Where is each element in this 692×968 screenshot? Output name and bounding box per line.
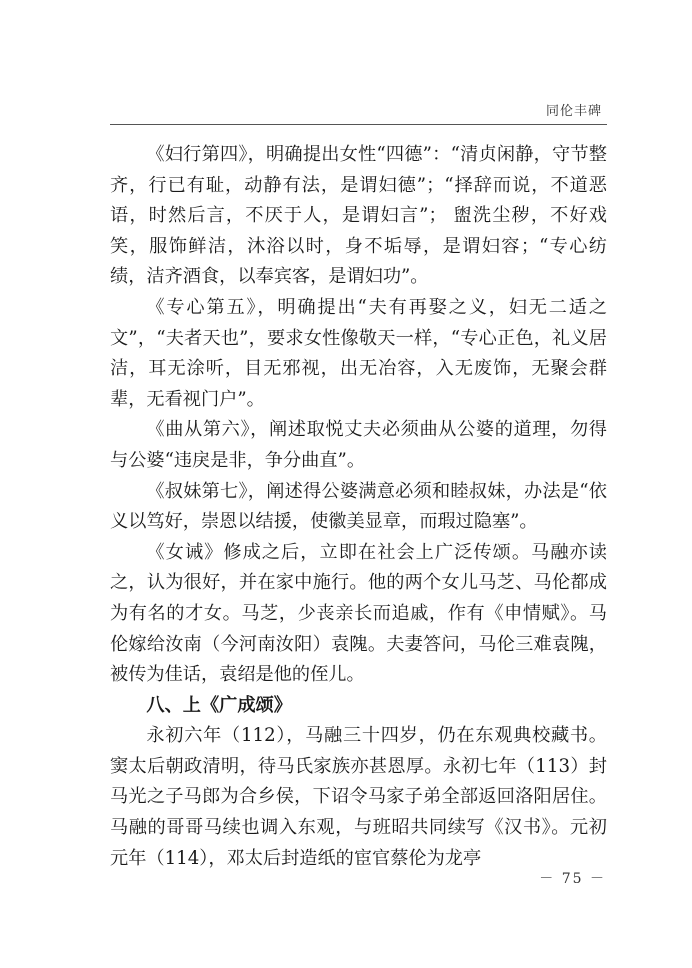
paragraph-qucong: 《曲从第六》，阐述取悦丈夫必须曲从公婆的道理，勿得与公婆“违戾是非，争分曲直”。 [110, 419, 607, 471]
paragraph-yongchu: 永初六年（112），马融三十四岁，仍在东观典校藏书。窦太后朝政清明，待马氏家族亦甚恩厚。永初七年（113）封马光之子马郎为合乡侯，下诏令马家子弟全部返回洛阳居住。马融的哥哥马续也调入东观，与班昭共同续写《汉书》。元初元年（114），邓太后封造纸的宦官蔡伦为龙亭 [110, 725, 607, 869]
running-header-title: 同伦丰碑 [545, 104, 602, 119]
paragraph-nvjie: 《女诫》修成之后，立即在社会上广泛传颂。马融亦读之，认为很好，并在家中施行。他的两个女儿马芝、马伦都成为有名的才女。马芝，少丧亲长而追戚，作有《申情赋》。马伦嫁给汝南（今河南汝阳）袁隗。夫妻答问，马伦三难袁隗，被传为佳话，袁绍是他的侄儿。 [110, 541, 607, 686]
section-heading: 八、上《广成颂》 [146, 694, 292, 716]
paragraph-shumei: 《叔妹第七》，阐述得公婆满意必须和睦叔妹，办法是“依义以笃好，崇恩以结援，使徽美显章，而瑕过隐塞”。 [110, 480, 607, 533]
paragraph-zhuanxin: 《专心第五》，明确提出“夫有再娶之义，妇无二适之文”，“夫者天也”，要求女性像敬天一样，“专心正色，礼义居洁，耳无涂听，目无邪视，出无冶容，入无废饰，无聚会群辈，无看视门户”。 [110, 296, 607, 410]
header-divider [110, 124, 607, 125]
paragraph-fuxing: 《妇行第四》，明确提出女性“四德”：“清贞闲静，守节整齐，行已有耻，动静有法，是谓妇德”；“择辞而说，不道恶语，时然后言，不厌于人，是谓妇言”； 盥洗尘秽，不好戏笑，服饰鲜洁，沐浴以时，身不垢辱，是谓妇容；“专心纺绩，洁齐酒食，以奉宾客，是谓妇功”。 [110, 144, 607, 288]
page-number: － 75 － [539, 871, 606, 887]
page-body [110, 140, 607, 874]
